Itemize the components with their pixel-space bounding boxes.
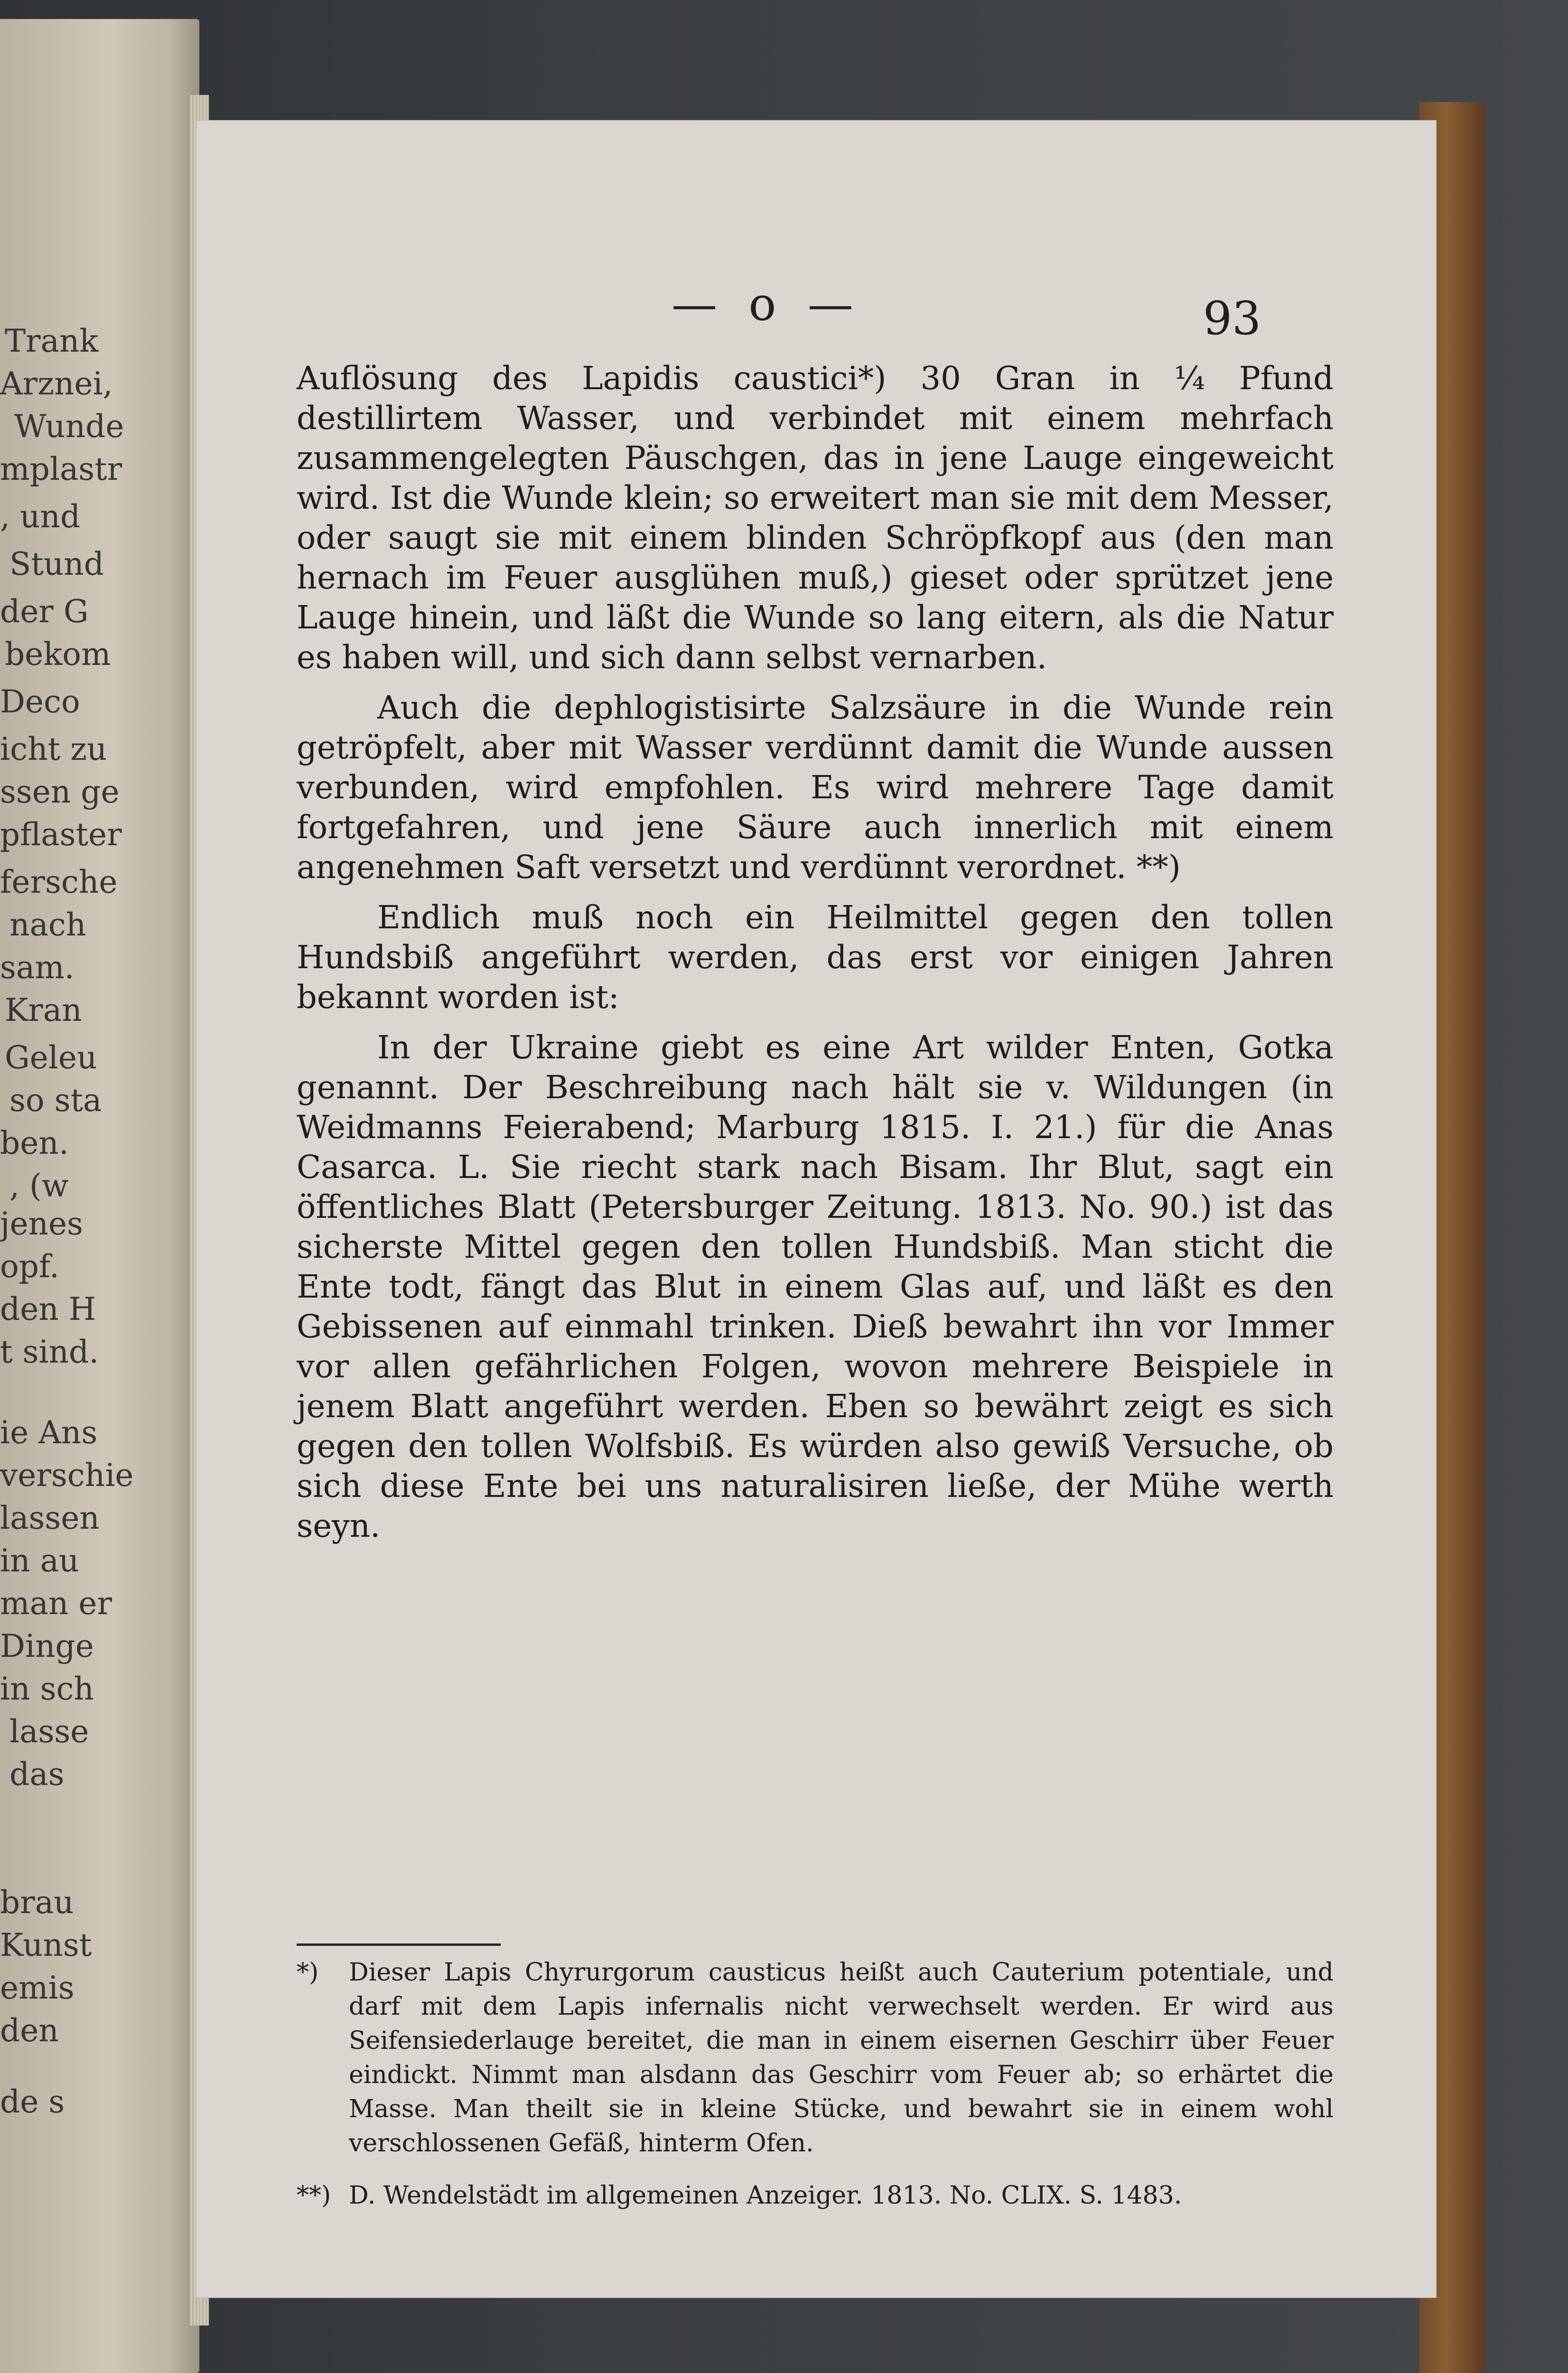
book-page — [197, 121, 1436, 2297]
header-ornament: — o — — [672, 278, 862, 331]
footnote — [297, 1955, 1334, 2160]
footnote-mark: **) — [297, 2181, 331, 2210]
left-fragment: in au — [0, 1542, 79, 1579]
left-fragment: de s — [0, 2083, 65, 2120]
left-fragment: Trank — [5, 323, 99, 359]
left-fragment: mplastr — [0, 451, 122, 487]
left-fragment: opf. — [0, 1248, 60, 1285]
left-fragment: Wunde — [14, 408, 124, 445]
page-number: 93 — [1203, 292, 1261, 345]
paragraph: Auflösung des Lapidis caustici*) 30 Gran in ¼ Pfund destillirtem Wasser, und verbindet mit einem mehrfach zusammengelegten Päuschgen, das in jene Lauge eingeweicht wird. Ist die Wunde klein; so erweitert man sie mit dem Messer, oder saugt sie mit einem blinden Schröpfkopf aus (den man hernach im Feuer ausglühen muß,) gieset oder sprützet jene Lauge hinein, und läßt die Wunde so lang eitern, als die Natur es haben will, und sich dann selbst vernarben. — [297, 360, 1334, 676]
left-fragment: fersche — [0, 864, 118, 900]
left-fragment: , und — [0, 498, 81, 535]
left-fragment: Deco — [0, 683, 80, 720]
left-page-fragment — [0, 19, 199, 2373]
left-fragment: , (w — [9, 1168, 69, 1204]
left-fragment: das — [9, 1756, 65, 1793]
left-fragment: bekom — [5, 636, 111, 673]
left-fragment: ie Ans — [0, 1414, 98, 1451]
left-fragment: brau — [0, 1884, 74, 1921]
left-fragment: man er — [0, 1585, 112, 1622]
paragraph: Endlich muß noch ein Heilmittel gegen den tollen Hundsbiß angeführt werden, das erst vor einigen Jahren bekannt worden ist: — [297, 899, 1334, 1016]
footnote-text: D. Wendelstädt im allgemeinen Anzeiger. 1813. No. CLIX. S. 1483. — [349, 2181, 1182, 2210]
left-fragment: Kunst — [0, 1927, 92, 1963]
footnotes — [297, 1943, 1334, 2231]
left-fragment: Stund — [9, 546, 104, 582]
footnote-rule — [297, 1943, 501, 1946]
left-fragment: nach — [9, 906, 86, 943]
left-fragment: verschie — [0, 1457, 134, 1494]
left-fragment: jenes — [0, 1205, 83, 1242]
left-fragment: in sch — [0, 1671, 94, 1707]
footnote-mark: *) — [297, 1958, 319, 1987]
body-text — [297, 358, 1334, 1556]
paragraph: In der Ukraine giebt es eine Art wilder Enten, Gotka genannt. Der Beschreibung nach hält sie v. Wildungen (in Weidmanns Feierabend; Marburg 1815. I. 21.) für die Anas Casarca. L. Sie riecht stark nach Bisam. Ihr Blut, sagt ein öffentliches Blatt (Petersburger Zeitung. 1813. No. 90.) ist das sicherste Mittel gegen den tollen Hundsbiß. Man sticht die Ente todt, fängt das Blut in einem Glas auf, und läßt es den Gebissenen auf einmahl trinken. Dieß bewahrt ihn vor Immer vor allen gefährlichen Folgen, wovon mehrere Beispiele in jenem Blatt angeführt werden. Eben so bewährt zeigt es sich gegen den tollen Wolfsbiß. Es würden also gewiß Versuche, ob sich diese Ente bei uns naturalisiren ließe, der Mühe werth seyn. — [297, 1029, 1334, 1544]
left-fragment: Kran — [5, 992, 82, 1028]
left-fragment: der G — [0, 593, 89, 630]
left-fragment: so sta — [9, 1082, 102, 1119]
left-fragment: den H — [0, 1291, 96, 1327]
left-fragment: Arznei, — [0, 365, 113, 402]
left-fragment: sam. — [0, 949, 75, 986]
left-fragment: icht zu — [0, 731, 107, 767]
left-fragment: lasse — [9, 1713, 89, 1750]
left-fragment: ben. — [0, 1125, 69, 1161]
footnote-text: Dieser Lapis Chyrurgorum causticus heißt auch Cauterium potentiale, und darf mit dem Lapis infernalis nicht verwechselt werden. Er wird aus Seifensiederlauge bereitet, die man in einem eisernen Geschirr über Feuer eindickt. Nimmt man alsdann das Geschirr vom Feuer ab; so erhärtet die Masse. Man theilt sie in kleine Stücke, und bewahrt sie in einem wohl verschlossenen Gefäß, hinterm Ofen. — [349, 1958, 1334, 2158]
paragraph: Auch die dephlogistisirte Salzsäure in die Wunde rein getröpfelt, aber mit Wasser verdünnt damit die Wunde aussen verbunden, wird empfohlen. Es wird mehrere Tage damit fortgefahren, und jene Säure auch innerlich mit einem angenehmen Saft versetzt und verdünnt verordnet. **) — [297, 689, 1334, 886]
left-fragment: ssen ge — [0, 774, 120, 810]
footnote — [297, 2178, 1334, 2213]
left-fragment: Dinge — [0, 1628, 94, 1664]
left-fragment: emis — [0, 1970, 75, 2006]
left-fragment: den — [0, 2012, 59, 2049]
left-fragment: t sind. — [0, 1334, 99, 1370]
left-fragment: pflaster — [0, 816, 122, 853]
left-fragment: Geleu — [5, 1039, 97, 1076]
left-fragment: lassen — [0, 1500, 100, 1536]
